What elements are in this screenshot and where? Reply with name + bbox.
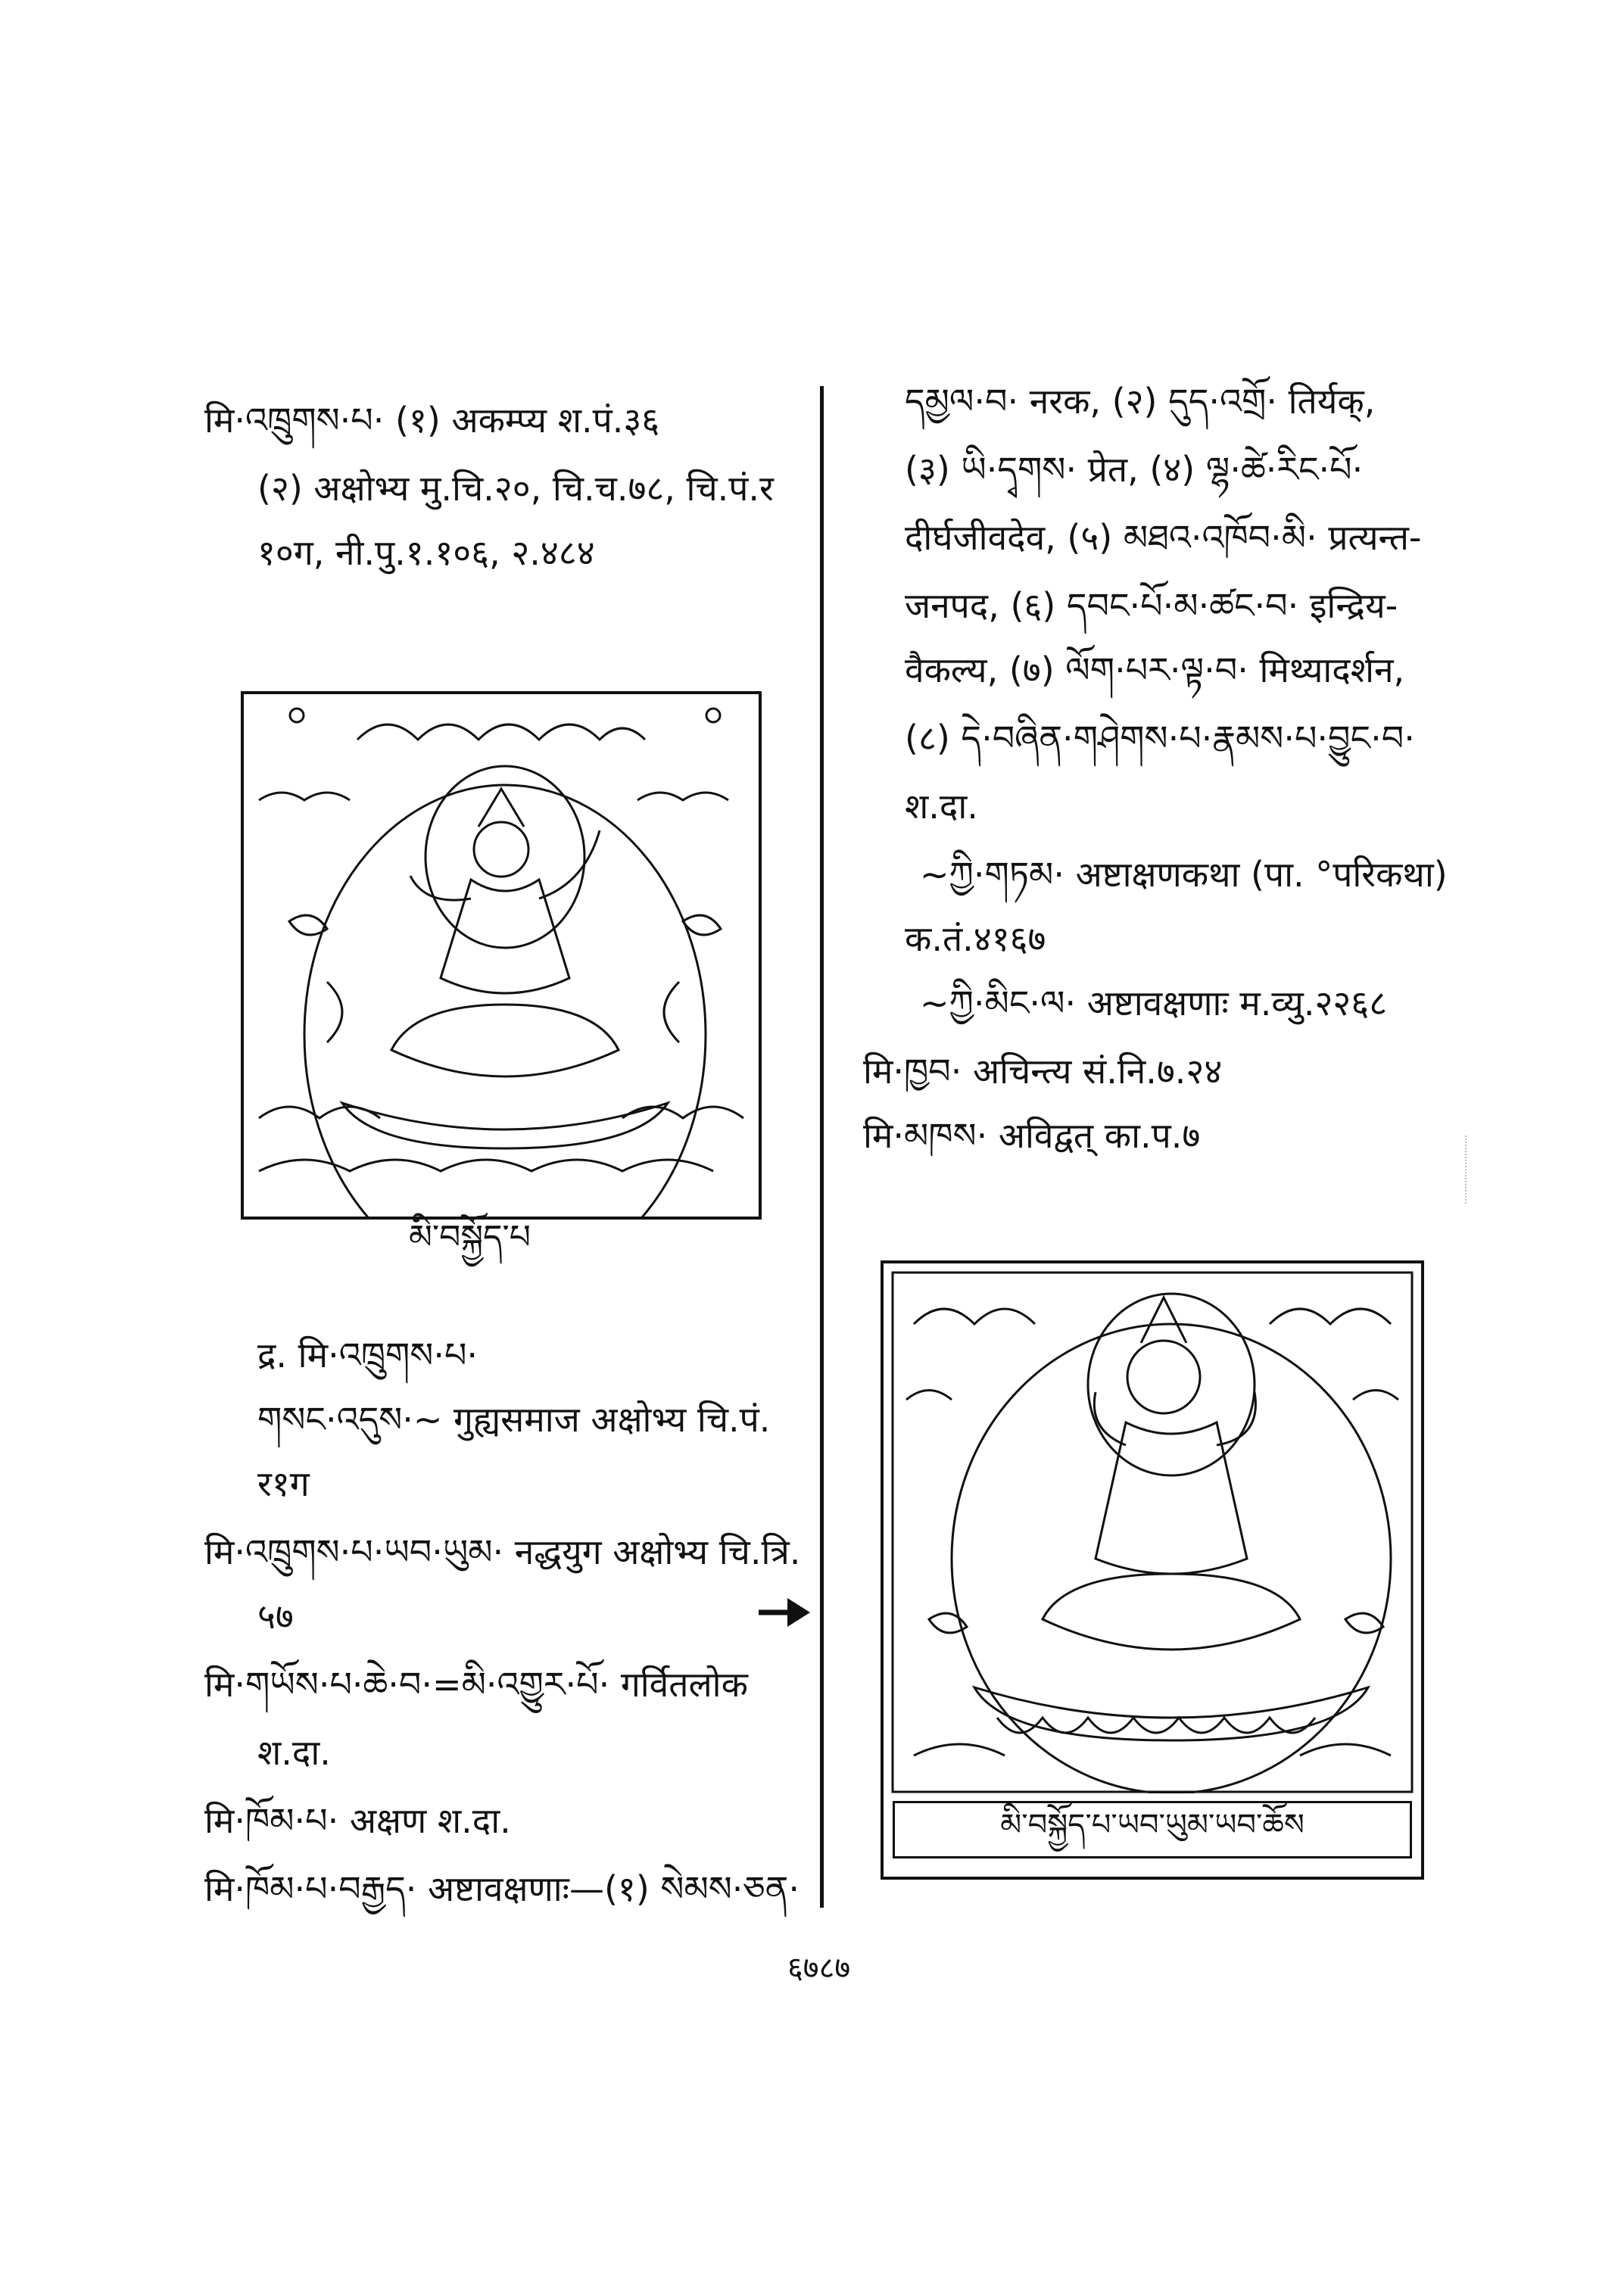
entry-ashtakshanakatha-ref: क.तं.४१६७ <box>905 918 1046 959</box>
margin-mark <box>1465 1136 1467 1204</box>
entry-naraka: དམྱལ·བ· नरक, (२) དུད·འགྲོ· तिर्यक्, <box>905 381 1376 422</box>
entry-yab-yum-cont: ५७ <box>257 1596 294 1637</box>
figure-caption-yab-yum: མི་བསྐྱོད་པ་ཡབ་ཡུམ་ཡབ་ཆོས <box>893 1801 1412 1858</box>
deity-drawing-2 <box>884 1263 1421 1793</box>
entry-ashtakshanakatha: ~ཀྱི·གཏམ· अष्टाक्षणकथा (पा. °परिकथा) <box>920 854 1448 895</box>
entry-yab-yum: मि·འཁྲུགས·པ·ཡབ·ཡུམ· नद्धयुग अक्षोभ्य चि.त्रि. <box>204 1531 801 1572</box>
entry-ashtavakshanah: ~ཀྱི·མིང·ལ· अष्टावक्षणाः म.व्यु.२२६८ <box>920 983 1388 1023</box>
entry-ashtavakshana: मि·ཁོམ·པ·བརྒྱད· अष्टावक्षणाः—(१) སེམས·ཅན· <box>204 1868 800 1909</box>
deity-drawing-1 <box>244 694 759 1217</box>
entry-achintya: मि·ཁྱབ· अचिन्त्य सं.नि.७.२४ <box>863 1051 1223 1092</box>
entry-guhyasamaja: གསང·འདུས·~ गुह्यसमाज अक्षोभ्य चि.पं. <box>257 1399 771 1440</box>
entry-guhyasamaja-cont: र१ग <box>257 1463 310 1504</box>
akshobhya-yab-yum-illustration <box>881 1260 1424 1880</box>
entry-avidvat: मि·མཁས· अविद्वत् का.प.७ <box>863 1115 1201 1156</box>
page-number: ६७८७ <box>787 1951 851 1986</box>
entry-vaikalya: वैकल्य, (७) ལོག·པར·ལྟ·བ· मिथ्यादर्शन, <box>905 650 1405 690</box>
entry-tathagata-ref: श.दा. <box>905 786 978 827</box>
entry-garvitaloka: मि·གཡོས·པ·ཆེ·བ·=མི·འགྱུར·པོ· गर्वितलोक <box>204 1664 748 1705</box>
entry-tathagata: (८) དེ·བཞིན·གཤེགས·པ·རྣམས·པ·བྱུང·བ· <box>905 718 1415 759</box>
entry-see-also: द्र. मि·འཁྲུགས·པ· <box>257 1335 478 1375</box>
entry-akampya: मि·འཁྲུགས·པ· (१) अकम्प्य श.पं.३६ <box>204 400 660 441</box>
entry-akshobhya-refs: (२) अक्षोभ्य मु.चि.२०, चि.च.७८, चि.पं.र <box>257 468 774 509</box>
entry-akshobhya-refs-cont: १०ग, नी.पु.१.१०६, २.४८४ <box>257 532 595 573</box>
akshobhya-illustration <box>241 691 762 1220</box>
column-divider <box>820 386 824 1908</box>
entry-garvitaloka-cont: श.दा. <box>257 1732 331 1773</box>
entry-preta: (३) ཡི·དྭགས· प्रेत, (४) ལྷ·ཚེ·རིང·པོ· <box>905 449 1364 490</box>
entry-janapada: जनपद, (६) དབང·པོ·མ·ཚང·བ· इन्द्रिय- <box>905 585 1398 626</box>
figure-caption-akshobhya: མི་བསྐྱོད་པ <box>409 1218 531 1257</box>
entry-dirghajivadeva: दीर्घजीवदेव, (५) མཐའ·འཁོབ·མི· प्रत्यन्त- <box>905 517 1422 558</box>
arrow-right-icon <box>757 1594 812 1631</box>
entry-akshana: मि·ཁོམ·པ· अक्षण श.दा. <box>204 1800 511 1841</box>
